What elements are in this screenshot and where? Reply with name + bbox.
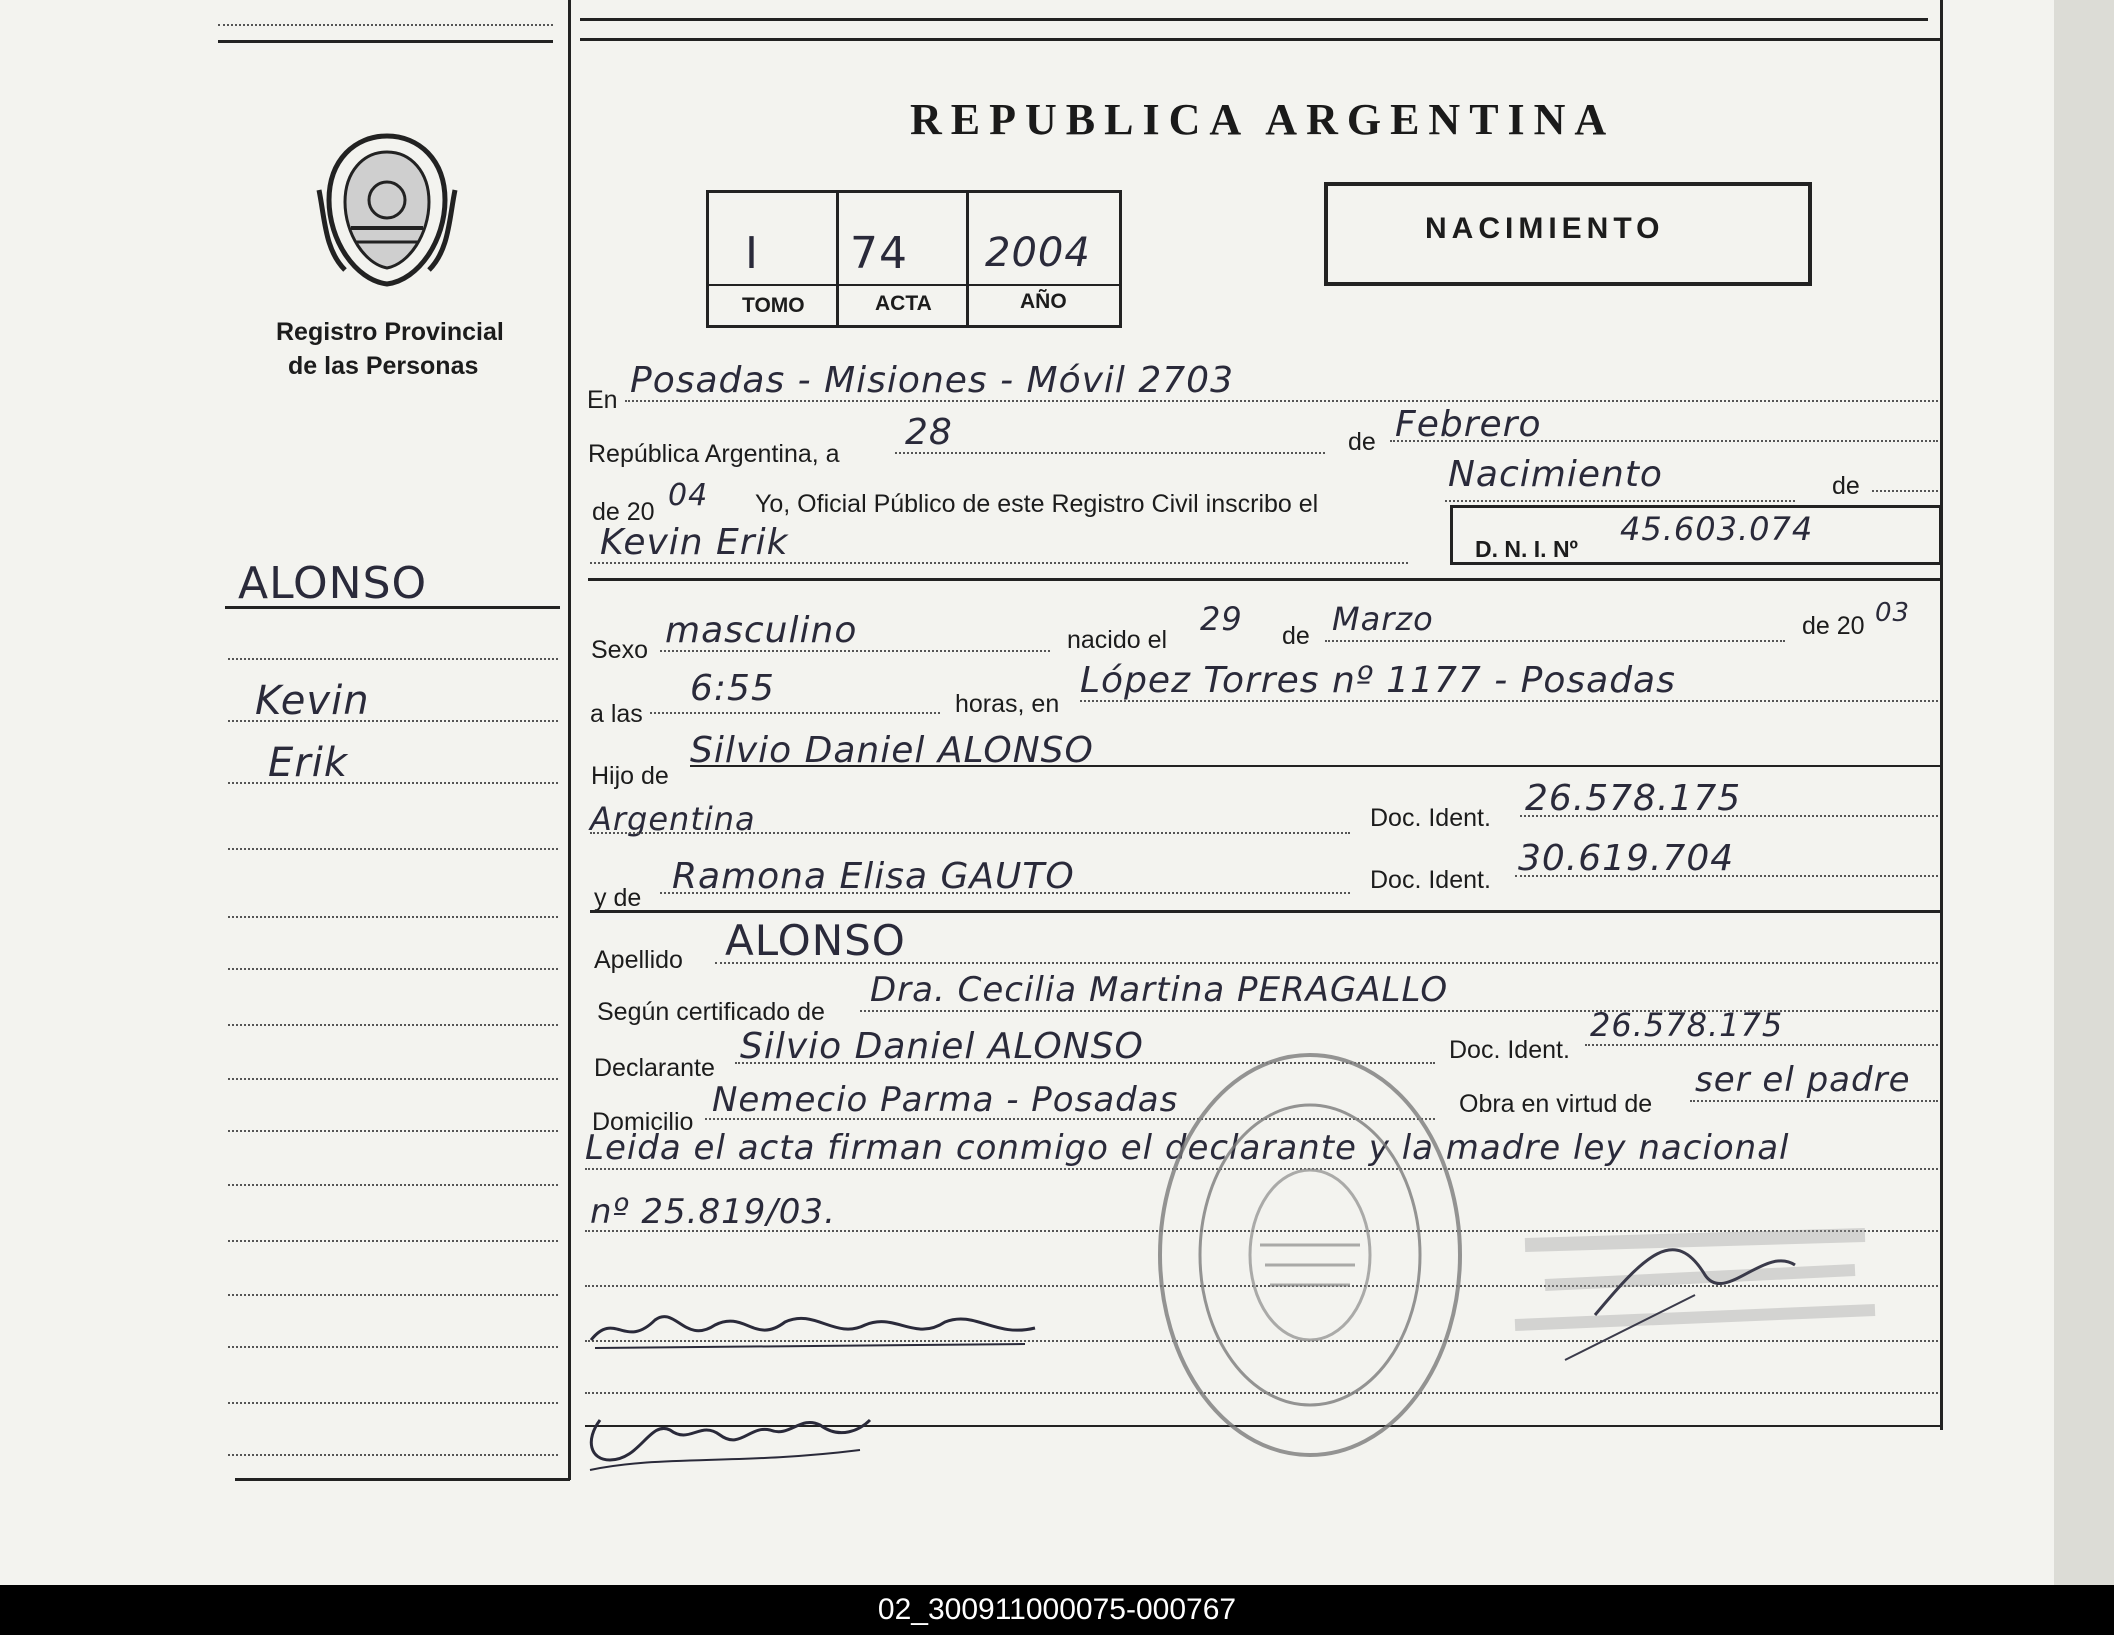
top-rule-1 (580, 18, 1928, 21)
father-nationality-value: Argentina (590, 800, 756, 838)
sex-line (660, 650, 1050, 652)
section-rule-1 (588, 578, 1940, 581)
child-name-value: Kevin Erik (600, 522, 789, 563)
margin-line (228, 658, 558, 660)
officer-statement: Yo, Oficial Público de este Registro Civil inscribo el (755, 490, 1319, 518)
tomo-label: TOMO (742, 294, 805, 317)
month-value: Febrero (1395, 404, 1542, 445)
column-divider (568, 0, 571, 1480)
place-line (625, 400, 1938, 402)
born-label: nacido el (1067, 626, 1168, 654)
father-line (690, 765, 1940, 767)
margin-line (228, 1078, 558, 1080)
father-name-value: Silvio Daniel ALONSO (690, 730, 1094, 771)
margin-line (228, 1294, 558, 1296)
top-rule-2 (580, 38, 1940, 41)
year-label: AÑO (1020, 290, 1067, 313)
declarant-doc-label: Doc. Ident. (1449, 1036, 1570, 1064)
birth-day-value: 29 (1200, 600, 1243, 638)
document-title: REPUBLICA ARGENTINA (910, 95, 1616, 144)
margin-line (228, 782, 558, 784)
birth-month-line (1325, 640, 1785, 642)
declarant-doc-value: 26.578.175 (1590, 1006, 1784, 1044)
margin-line (228, 1240, 558, 1242)
margin-bottom-rule (235, 1478, 570, 1481)
birth-year-suffix: 03 (1875, 598, 1911, 628)
nationality-line (590, 832, 1350, 834)
surname-value: ALONSO (725, 916, 906, 965)
birth-year-prefix: de 20 (1802, 612, 1865, 640)
sex-value: masculino (665, 610, 858, 651)
address-value: Nemecio Parma - Posadas (712, 1080, 1179, 1120)
box-divider (836, 190, 839, 325)
page-edge (2054, 0, 2114, 1585)
at-label: a las (590, 700, 643, 728)
registry-seal-icon (1150, 1045, 1480, 1465)
de-label-3: de (1282, 622, 1310, 650)
acting-line (1690, 1100, 1938, 1102)
margin-line (228, 848, 558, 850)
image-id-footer: 02_300911000075-000767 (0, 1585, 2114, 1635)
officer-stamp-icon (1505, 1215, 1905, 1365)
certificate-value: Dra. Cecilia Martina PERAGALLO (870, 970, 1449, 1010)
place-value: Posadas - Misiones - Móvil 2703 (630, 360, 1234, 401)
registry-name-line1: Registro Provincial (276, 318, 504, 346)
year-suffix-value: 04 (668, 478, 709, 513)
surname-label: Apellido (594, 946, 683, 974)
declarant-label: Declarante (594, 1054, 715, 1082)
child-name-line (590, 562, 1408, 564)
address-label: Domicilio (592, 1108, 694, 1136)
acting-label: Obra en virtud de (1459, 1090, 1653, 1118)
margin-line (228, 1184, 558, 1186)
event-line (1445, 500, 1795, 502)
time-line (650, 712, 940, 714)
year-prefix-label: de 20 (592, 498, 655, 526)
mother-doc-value: 30.619.704 (1518, 838, 1735, 879)
day-value: 28 (905, 412, 953, 453)
father-doc-value: 26.578.175 (1525, 778, 1742, 819)
section-rule-2 (590, 910, 1940, 913)
margin-given-name-1: Kevin (255, 678, 370, 724)
dni-value: 45.603.074 (1620, 510, 1814, 548)
mother-signature-icon (580, 1400, 880, 1480)
margin-line (228, 1130, 558, 1132)
mother-name-line (660, 892, 1350, 894)
margin-line (228, 1024, 558, 1026)
surname-line (715, 962, 1938, 964)
left-top-rule (218, 40, 553, 43)
margin-line (228, 720, 558, 722)
de-label: de (1348, 428, 1376, 456)
closing-text-line1: Leida el acta firman conmigo el declarante y la madre ley nacional (585, 1128, 1790, 1168)
declarant-value: Silvio Daniel ALONSO (740, 1026, 1144, 1067)
act-type: NACIMIENTO (1425, 212, 1665, 245)
margin-line (228, 1346, 558, 1348)
republic-label: República Argentina, a (588, 440, 840, 468)
sex-label: Sexo (591, 636, 648, 664)
month-line (1390, 440, 1938, 442)
mother-doc-line (1515, 875, 1938, 877)
son-of-label: Hijo de (591, 762, 669, 790)
misiones-coat-of-arms-icon (315, 130, 460, 290)
dni-label: D. N. I. Nº (1475, 536, 1578, 562)
closing-text-line2: nº 25.819/03. (590, 1192, 836, 1232)
acta-label: ACTA (875, 292, 932, 315)
en-label: En (587, 386, 618, 414)
certificate-label: Según certificado de (597, 998, 825, 1026)
event-value: Nacimiento (1448, 454, 1663, 495)
margin-line (228, 1402, 558, 1404)
father-doc-label: Doc. Ident. (1370, 804, 1491, 832)
right-border (1940, 0, 1943, 1430)
hours-in-label: horas, en (955, 690, 1060, 718)
margin-line (228, 916, 558, 918)
box-divider (966, 190, 969, 325)
margin-given-name-2: Erik (268, 740, 348, 786)
declarant-signature-icon (585, 1300, 1045, 1360)
day-line (895, 452, 1325, 454)
year-value: 2004 (985, 230, 1091, 276)
acta-value: 74 (850, 228, 908, 279)
mother-name-value: Ramona Elisa GAUTO (672, 856, 1075, 897)
de-label-2: de (1832, 472, 1860, 500)
registry-name-line2: de las Personas (288, 352, 479, 380)
margin-line (228, 1454, 558, 1456)
tomo-value: I (745, 228, 759, 279)
de-line (1872, 490, 1938, 492)
margin-surname: ALONSO (238, 558, 428, 609)
box-label-rule (706, 284, 1120, 286)
and-of-label: y de (594, 884, 642, 912)
acting-value: ser el padre (1695, 1060, 1911, 1100)
birth-month-value: Marzo (1332, 600, 1434, 638)
margin-line (228, 968, 558, 970)
father-doc-line (1520, 815, 1938, 817)
birth-place-line (1080, 700, 1938, 702)
left-dotted-line (218, 24, 553, 26)
time-value: 6:55 (690, 668, 775, 709)
birth-place-value: López Torres nº 1177 - Posadas (1080, 660, 1676, 701)
declarant-doc-line (1585, 1044, 1938, 1046)
surname-rule (225, 606, 560, 609)
mother-doc-label: Doc. Ident. (1370, 866, 1491, 894)
